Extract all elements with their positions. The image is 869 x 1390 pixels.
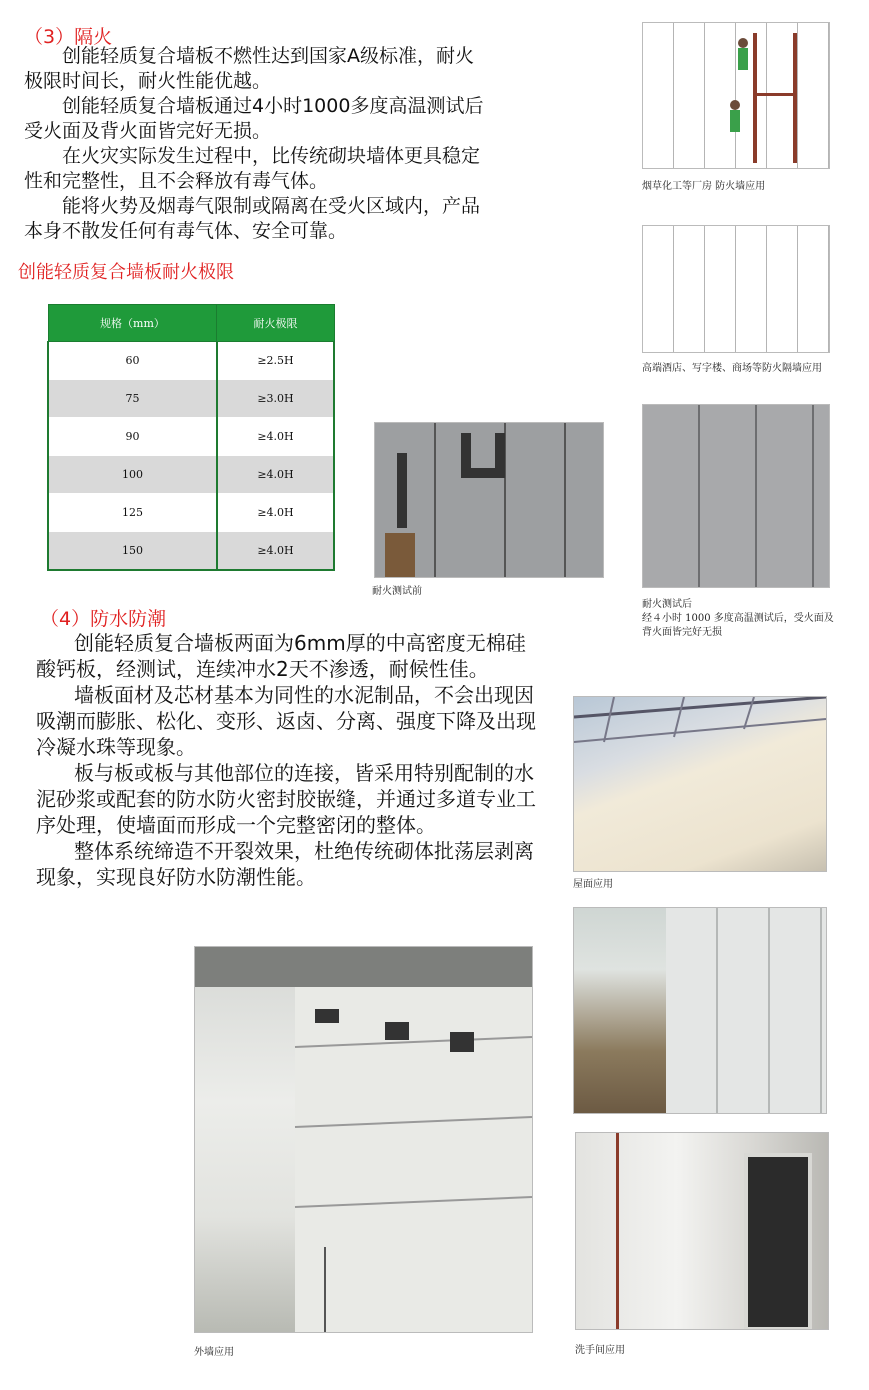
table-cell: ≥4.0H (217, 494, 334, 532)
paragraph: 整体系统缔造不开裂效果，杜绝传统砌体批荡层剥离现象，实现良好防水防潮性能。 (36, 839, 534, 889)
paragraph: 在火灾实际发生过程中，比传统砌块墙体更具稳定性和完整性，且不会释放有毒气体。 (24, 145, 481, 192)
table-row (48, 342, 334, 380)
roof-application-photo (573, 696, 827, 872)
table-header-spec: 规格（mm） (48, 305, 217, 342)
table-row (48, 418, 334, 456)
table-cell: ≥2.5H (217, 342, 334, 380)
caption-hotel: 高端酒店、写字楼、商场等防火隔墙应用 (642, 363, 822, 374)
caption-bathroom: 洗手间应用 (575, 1345, 625, 1356)
table-cell: 100 (48, 456, 217, 494)
table-cell: ≥4.0H (217, 418, 334, 456)
caption-tobacco: 烟草化工等厂房 防火墙应用 (642, 181, 766, 192)
table-row (48, 456, 334, 494)
section4-heading: （4）防水防潮 (40, 608, 167, 630)
table-title: 创能轻质复合墙板耐火极限 (18, 262, 234, 283)
tobacco-factory-photo (642, 22, 830, 169)
table-cell: 125 (48, 494, 217, 532)
table-cell: ≥4.0H (217, 456, 334, 494)
paragraph: 创能轻质复合墙板通过4小时1000多度高温测试后 受火面及背火面皆完好无损。 (24, 95, 503, 142)
table-cell: 90 (48, 418, 217, 456)
paragraph: 板与板或板与其他部位的连接，皆采用特别配制的水泥砂浆或配套的防水防火密封胶嵌缝，并通过多道专业工序处理，使墙面而形成一个完整密闭的整体。 (36, 761, 536, 837)
section3-body (24, 44, 503, 244)
fire-resistance-table (47, 304, 335, 571)
hotel-partition-photo (642, 225, 830, 353)
construction-site-photo (573, 907, 827, 1114)
caption-after-title: 耐火测试后 (642, 599, 692, 610)
test-panel-markings-icon (375, 423, 603, 577)
paragraph: 能将火势及烟毒气限制或隔离在受火区域内，产品本身不散发任何有毒气体、安全可靠。 (24, 195, 481, 242)
wall-panels (666, 908, 826, 1113)
caption-exterior: 外墙应用 (194, 1347, 234, 1358)
pipe (616, 1133, 619, 1329)
table-cell: 150 (48, 532, 217, 571)
table-row (48, 494, 334, 532)
caption-roof: 屋面应用 (573, 879, 613, 890)
before-fire-test-photo (374, 422, 604, 578)
table-cell: ≥3.0H (217, 380, 334, 418)
roof-truss-icon (574, 697, 826, 871)
section3-heading: （3）隔火 (24, 26, 113, 48)
after-fire-test-photo (642, 404, 830, 588)
exterior-wall-photo (194, 946, 533, 1333)
table-row (48, 532, 334, 571)
paragraph: 创能轻质复合墙板两面为6mm厚的中高密度无棉硅酸钙板，经测试，连续冲水2天不渗透，耐候性佳。 (36, 631, 526, 681)
table-header-limit: 耐火极限 (217, 305, 334, 342)
scaffold-figure-icon (643, 23, 829, 168)
caption-before: 耐火测试前 (372, 586, 422, 597)
caption-after-desc: 经４小时 1000 多度高温测试后，受火面及背火面皆完好无损 (642, 613, 834, 638)
building-facade-icon (195, 947, 532, 1332)
paragraph: 创能轻质复合墙板不燃性达到国家A级标准，耐火极限时间长，耐火性能优越。 (24, 45, 474, 92)
table-cell: 60 (48, 342, 217, 380)
table-cell: ≥4.0H (217, 532, 334, 571)
table-row (48, 380, 334, 418)
table-cell: 75 (48, 380, 217, 418)
section4-body (36, 630, 541, 890)
doorway (744, 1153, 812, 1330)
bathroom-application-photo (575, 1132, 829, 1330)
paragraph: 墙板面材及芯材基本为同性的水泥制品，不会出现因吸潮而膨胀、松化、变形、返卤、分离、强度下降及出现冷凝水珠等现象。 (36, 683, 536, 759)
